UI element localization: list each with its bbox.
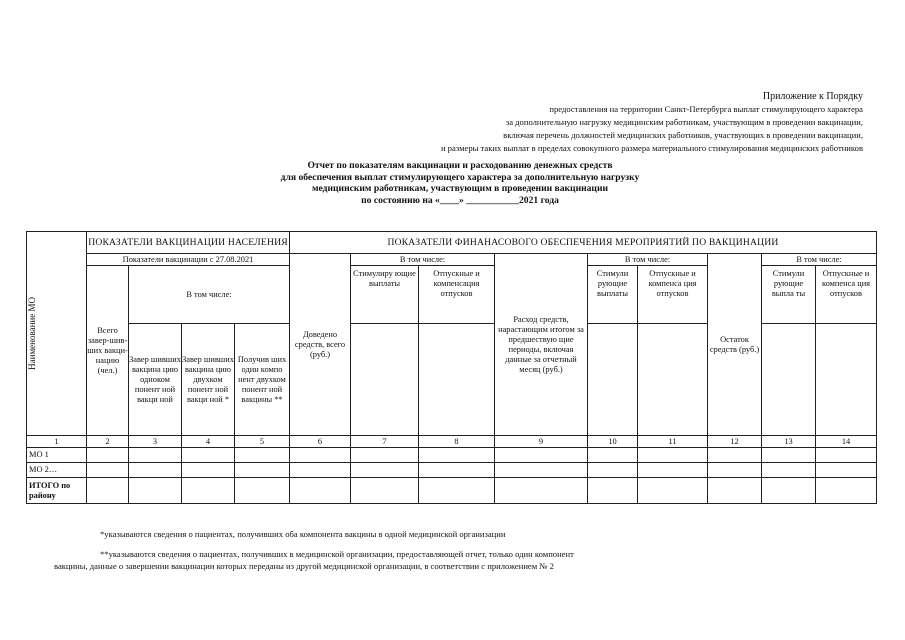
col-expense: Расход средств, нарастающим итогом за предшествую щие периоды, включая данные за отчетный месяц (руб.) <box>495 254 588 436</box>
col-number: 12 <box>708 436 762 448</box>
in-that-header: В том числе: <box>762 254 877 266</box>
footnote-2-cont: вакцины, данные о завершении вакцинации которых переданы из другой медицинской организации, в соответствии с приложением № 2 <box>54 561 554 571</box>
col-4: Завер шивших вакцина цию двухком понент ной вакци ной * <box>182 324 235 436</box>
in-that-header: В том числе: <box>588 254 708 266</box>
cell <box>762 324 816 436</box>
col-13: Стимули рующие выпла ты <box>762 266 816 324</box>
appendix-line: Приложение к Порядку <box>762 91 863 102</box>
col-number: 3 <box>129 436 182 448</box>
appendix-line: включая перечень должностей медицинских работников, участвующих в проведении вакцинации, <box>503 130 863 140</box>
cell <box>816 324 877 436</box>
in-that-header: В том числе: <box>129 266 290 324</box>
col-total-completed: Всего завер-шив-ших вакци-нацию (чел.) <box>87 266 129 436</box>
col-name-mo: Наименование МО <box>27 232 87 436</box>
appendix-line: и размеры таких выплат в пределах совокупного размера материального стимулирования медицинских работников <box>440 143 863 153</box>
col-number: 14 <box>816 436 877 448</box>
appendix-line: предоставления на территории Санкт-Петербурга выплат стимулирующего характера <box>549 104 863 114</box>
report-table <box>26 231 877 504</box>
col-number: 4 <box>182 436 235 448</box>
in-that-header: В том числе: <box>351 254 495 266</box>
col-10: Стимули рующие выплаты <box>588 266 638 324</box>
cell <box>588 324 638 436</box>
title-line: Отчет по показателям вакцинации и расходованию денежных средств <box>307 160 613 171</box>
col-number: 1 <box>27 436 87 448</box>
col-14: Отпускные и компенса ция отпусков <box>816 266 877 324</box>
col-7: Стимулиру ющие выплаты <box>351 266 419 324</box>
appendix-line: за дополнительную нагрузку медицинским работникам, участвующим в проведении вакцинации, <box>505 117 863 127</box>
cell <box>419 324 495 436</box>
cell <box>351 324 419 436</box>
row-label: МО 1 <box>27 448 87 463</box>
table-row <box>27 463 877 478</box>
col-11: Отпускные и компенса ция отпусков <box>638 266 708 324</box>
col-8: Отпускные и компенсация отпусков <box>419 266 495 324</box>
col-number: 5 <box>235 436 290 448</box>
col-3: Завер шивших вакцина цию одноком понент ной вакци ной <box>129 324 182 436</box>
table-row <box>27 478 877 504</box>
cell <box>638 324 708 436</box>
report-title <box>150 160 770 206</box>
col-number: 11 <box>638 436 708 448</box>
row-label: МО 2… <box>27 463 87 478</box>
vacc-header: ПОКАЗАТЕЛИ ВАКЦИНАЦИИ НАСЕЛЕНИЯ <box>87 232 290 254</box>
appendix-block <box>441 90 863 155</box>
table-row <box>27 448 877 463</box>
col-number: 8 <box>419 436 495 448</box>
fin-header: ПОКАЗАТЕЛИ ФИНАНАСОВОГО ОБЕСПЕЧЕНИЯ МЕРОПРИЯТИЙ ПО ВАКЦИНАЦИИ <box>290 232 877 254</box>
col-number: 2 <box>87 436 129 448</box>
title-line: для обеспечения выплат стимулирующего характера за дополнительную нагрузку <box>280 171 640 183</box>
footnote-1: *указываются сведения о пациентах, получивших оба компонента вакцины в одной медицинской организации <box>100 529 506 539</box>
column-numbers-row <box>27 436 877 448</box>
col-number: 9 <box>495 436 588 448</box>
col-brought: Доведено средств, всего (руб.) <box>290 254 351 436</box>
col-number: 6 <box>290 436 351 448</box>
col-number: 13 <box>762 436 816 448</box>
row-total-label: ИТОГО по району <box>27 478 87 504</box>
col-5: Получив ших один компо нент двухком понент ной вакцины ** <box>235 324 290 436</box>
col-number: 10 <box>588 436 638 448</box>
footnote-2: **указываются сведения о пациентах, получивших в медицинской организации, предоставляющей отчет, только один компонент <box>100 549 574 559</box>
col-number: 7 <box>351 436 419 448</box>
col-balance: Остаток средств (руб.) <box>708 254 762 436</box>
title-line: по состоянию на «____» ___________2021 года <box>361 194 559 206</box>
title-line: медицинским работникам, участвующим в проведении вакцинации <box>311 183 609 194</box>
vacc-since-header: Показатели вакцинации с 27.08.2021 <box>87 254 290 266</box>
